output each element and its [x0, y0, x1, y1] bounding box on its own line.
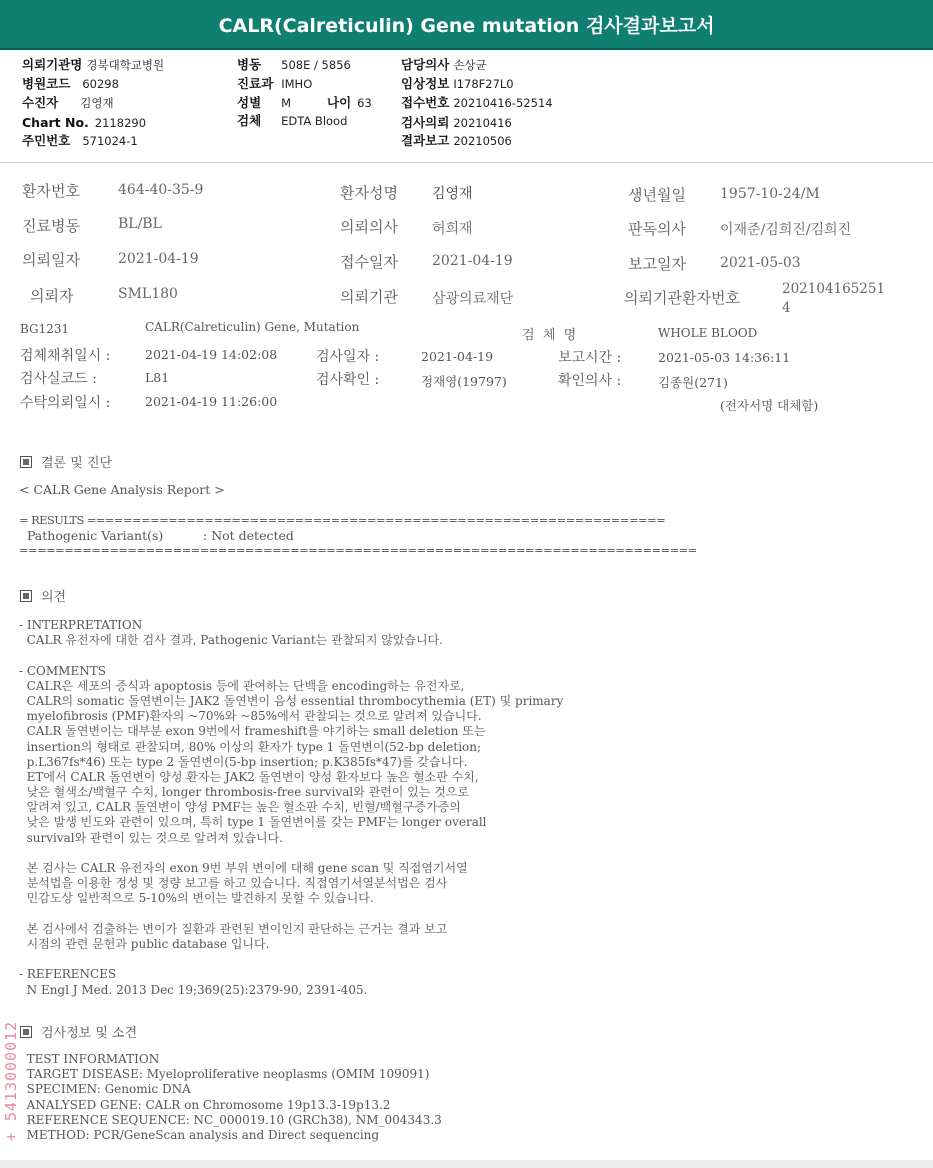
opinion-line: N Engl J Med. 2013 Dec 19;369(25):2379-90, 2391-405. [19, 982, 368, 997]
receipt-date-label: 접수일자 [340, 253, 398, 271]
conclusion-heading: 결론 및 진단 [20, 452, 112, 471]
test-date-value: 2021-04-19 [421, 349, 494, 364]
results-end-line: =========================================================================== [19, 543, 697, 557]
collection-time-label: 검체채취일시 : [20, 348, 111, 364]
opinion-line: 민감도상 일반적으로 5-10%의 변이는 발견하지 못할 수 있습니다. [19, 891, 374, 906]
report-title: CALR(Calreticulin) Gene mutation 검사결과보고서 [218, 14, 715, 37]
consign-time-label: 수탁의뢰일시 : [20, 395, 111, 411]
electronic-signature-note: (전자서명 대체함) [720, 398, 819, 413]
opinion-line: 시점의 관련 문헌과 public database 입니다. [19, 936, 270, 951]
ward-row: 병동 508E / 5856 [237, 57, 351, 72]
birth-value: 1957-10-24/M [720, 186, 820, 202]
test-confirm-label: 검사확인 : [316, 372, 380, 388]
section-box-icon [20, 590, 32, 602]
hospital-name-row: 의뢰기관명 경북대학교병원 [22, 57, 165, 72]
receipt-no-row: 접수번호 20210416-52514 [401, 95, 553, 110]
opinion-line: - COMMENTS [19, 663, 106, 678]
hospital-code-row: 병원코드 60298 [22, 76, 119, 91]
opinion-line [19, 907, 563, 922]
lab-code-label: 검사실코드 : [20, 371, 97, 387]
opinion-text [19, 618, 563, 998]
request-date-label: 의뢰일자 [22, 251, 80, 269]
info-line: REFERENCE SEQUENCE: NC_000019.10 (GRCh38), NM_004343.3 [19, 1112, 442, 1127]
birth-label: 생년월일 [628, 186, 686, 204]
specimen-name-value: WHOLE BLOOD [658, 326, 758, 340]
doctor-row: 담당의사 손상균 [401, 57, 487, 72]
consign-time-value: 2021-04-19 11:26:00 [145, 394, 278, 409]
reading-doctor-label: 판독의사 [628, 220, 686, 238]
confirm-doctor-value: 김종원(271) [658, 375, 728, 390]
opinion-line: CALR 돌연변이는 대부분 exon 9번에서 frameshift를 야기하는 small deletion 또는 [19, 724, 486, 739]
patient-no-value: 464-40-35-9 [118, 182, 204, 198]
scanned-report [0, 165, 933, 1168]
info-line: METHOD: PCR/GeneScan analysis and Direct sequencing [19, 1127, 380, 1142]
age-row: 나이 63 [327, 95, 372, 110]
institution-patient-no-value: 202104165251 [782, 281, 886, 297]
specimen-row: 검체 EDTA Blood [237, 113, 348, 128]
specimen-name-label: 검 체 명 [522, 328, 577, 343]
report-date-value: 2021-05-03 [720, 255, 801, 271]
department-row: 진료과 IMHO [237, 76, 313, 91]
ward-label: 진료병동 [22, 217, 80, 235]
report-time-value: 2021-05-03 14:36:11 [658, 350, 791, 365]
referring-doctor-label: 의뢰의사 [340, 218, 398, 236]
bottom-bar [0, 1160, 933, 1168]
info-line: SPECIMEN: Genomic DNA [19, 1082, 191, 1097]
chart-no-row: Chart No. 2118290 [22, 115, 147, 130]
request-date-value: 2021-04-19 [118, 251, 199, 267]
sex-row: 성별 M [237, 95, 292, 110]
patient-row: 수진자 김영재 [22, 95, 114, 110]
opinion-line: CALR 유전자에 대한 검사 결과, Pathogenic Variant는 관찰되지 않았습니다. [19, 633, 443, 648]
pathogenic-variant-result: Pathogenic Variant(s) : Not detected [19, 528, 294, 543]
opinion-line [19, 648, 563, 663]
test-name: CALR(Calreticulin) Gene, Mutation [145, 320, 360, 334]
opinion-line: CALR의 somatic 돌연변이는 JAK2 돌연변이 음성 essential thrombocythemia (ET) 및 primary [19, 693, 564, 708]
opinion-line [19, 846, 563, 861]
institution-value: 삼광의료재단 [432, 291, 514, 307]
lab-code-value: L81 [145, 370, 170, 385]
opinion-line: survival와 관련이 있는 것으로 알려져 있습니다. [19, 830, 284, 845]
opinion-line: CALR은 세포의 증식과 apoptosis 등에 관여하는 단백을 encoding하는 유전자로, [19, 678, 465, 693]
info-line: TEST INFORMATION [19, 1052, 160, 1066]
reading-doctor-value: 이재준/김희진/김희진 [720, 222, 852, 238]
test-date-label: 검사일자 : [316, 349, 380, 365]
opinion-heading: 의견 [20, 586, 66, 605]
opinion-line: - REFERENCES [19, 967, 117, 982]
section-box-icon [20, 456, 32, 468]
opinion-line [19, 952, 563, 967]
patient-name-label: 환자성명 [340, 184, 398, 202]
opinion-line: myelofibrosis (PMF)환자의 ~70%와 ~85%에서 관찰되는 것으로 알려져 있습니다. [19, 709, 482, 724]
opinion-line: p.L367fs*46) 또는 type 2 돌연변이(5-bp insertion; p.K385fs*47)를 갖습니다. [19, 754, 468, 769]
opinion-line: - INTERPRETATION [19, 618, 143, 632]
collection-time-value: 2021-04-19 14:02:08 [145, 347, 278, 362]
opinion-line: insertion의 형태로 관찰되며, 80% 이상의 환자가 type 1 돌연변이(52-bp deletion; [19, 739, 482, 754]
resident-no-row: 주민번호 571024-1 [22, 133, 138, 148]
institution-label: 의뢰기관 [340, 288, 398, 306]
opinion-line: 분석법을 이용한 정성 및 정량 보고를 하고 있습니다. 직접염기서열분석법은 검사 [19, 876, 448, 891]
info-line: ANALYSED GENE: CALR on Chromosome 19p13.3-19p13.2 [19, 1097, 391, 1112]
confirm-doctor-label: 확인의사 : [558, 373, 622, 389]
results-line: = RESULTS ================================================================ [19, 513, 666, 527]
request-date-row: 검사의뢰 20210416 [401, 115, 512, 130]
opinion-line: 본 검사는 CALR 유전자의 exon 9번 부위 변이에 대해 gene scan 및 직접염기서열 [19, 861, 468, 875]
ward-value: BL/BL [118, 216, 162, 232]
opinion-line: 알려져 있고, CALR 돌연변이 양성 PMF는 높은 혈소판 수치, 빈혈/백혈구증가증의 [19, 800, 461, 815]
test-info-text [19, 1052, 442, 1143]
test-info-heading: 검사정보 및 소견 [20, 1022, 137, 1041]
request-info-header [0, 50, 933, 163]
opinion-line: 낮은 발생 빈도와 관련이 있으며, 특히 type 1 돌연변이를 갖는 PMF는 longer overall [19, 815, 487, 830]
requester-label: 의뢰자 [30, 287, 74, 305]
requester-value: SML180 [118, 286, 178, 302]
referring-doctor-value: 허희재 [432, 221, 473, 237]
report-date-row: 결과보고 20210506 [401, 133, 512, 148]
test-confirm-value: 정재영(19797) [421, 374, 507, 389]
test-code: BG1231 [20, 322, 70, 336]
patient-name-value: 김영재 [432, 186, 473, 202]
institution-patient-no-label: 의뢰기관환자번호 [624, 289, 740, 307]
report-time-label: 보고시간 : [558, 350, 622, 366]
opinion-line: ET에서 CALR 돌연변이 양성 환자는 JAK2 돌연변이 양성 환자보다 높은 혈소판 수치, [19, 769, 479, 784]
fax-stamp: + 5413000012 [2, 1020, 21, 1142]
opinion-line: 낮은 혈색소/백혈구 수치, longer thrombosis-free survival와 관련이 있는 것으로 [19, 785, 469, 800]
report-date-label: 보고일자 [628, 255, 686, 273]
analysis-report-title: < CALR Gene Analysis Report > [19, 482, 225, 497]
opinion-line: 본 검사에서 검출하는 변이가 질환과 관련된 변이인지 판단하는 근거는 결과 보고 [19, 921, 448, 936]
receipt-date-value: 2021-04-19 [432, 253, 513, 269]
patient-no-label: 환자번호 [22, 182, 80, 200]
clinical-info-row: 임상정보 I178F27L0 [401, 76, 514, 91]
institution-patient-no-suffix: 4 [782, 300, 791, 316]
info-line: TARGET DISEASE: Myeloproliferative neoplasms (OMIM 109091) [19, 1067, 430, 1082]
report-title-banner [0, 0, 933, 50]
